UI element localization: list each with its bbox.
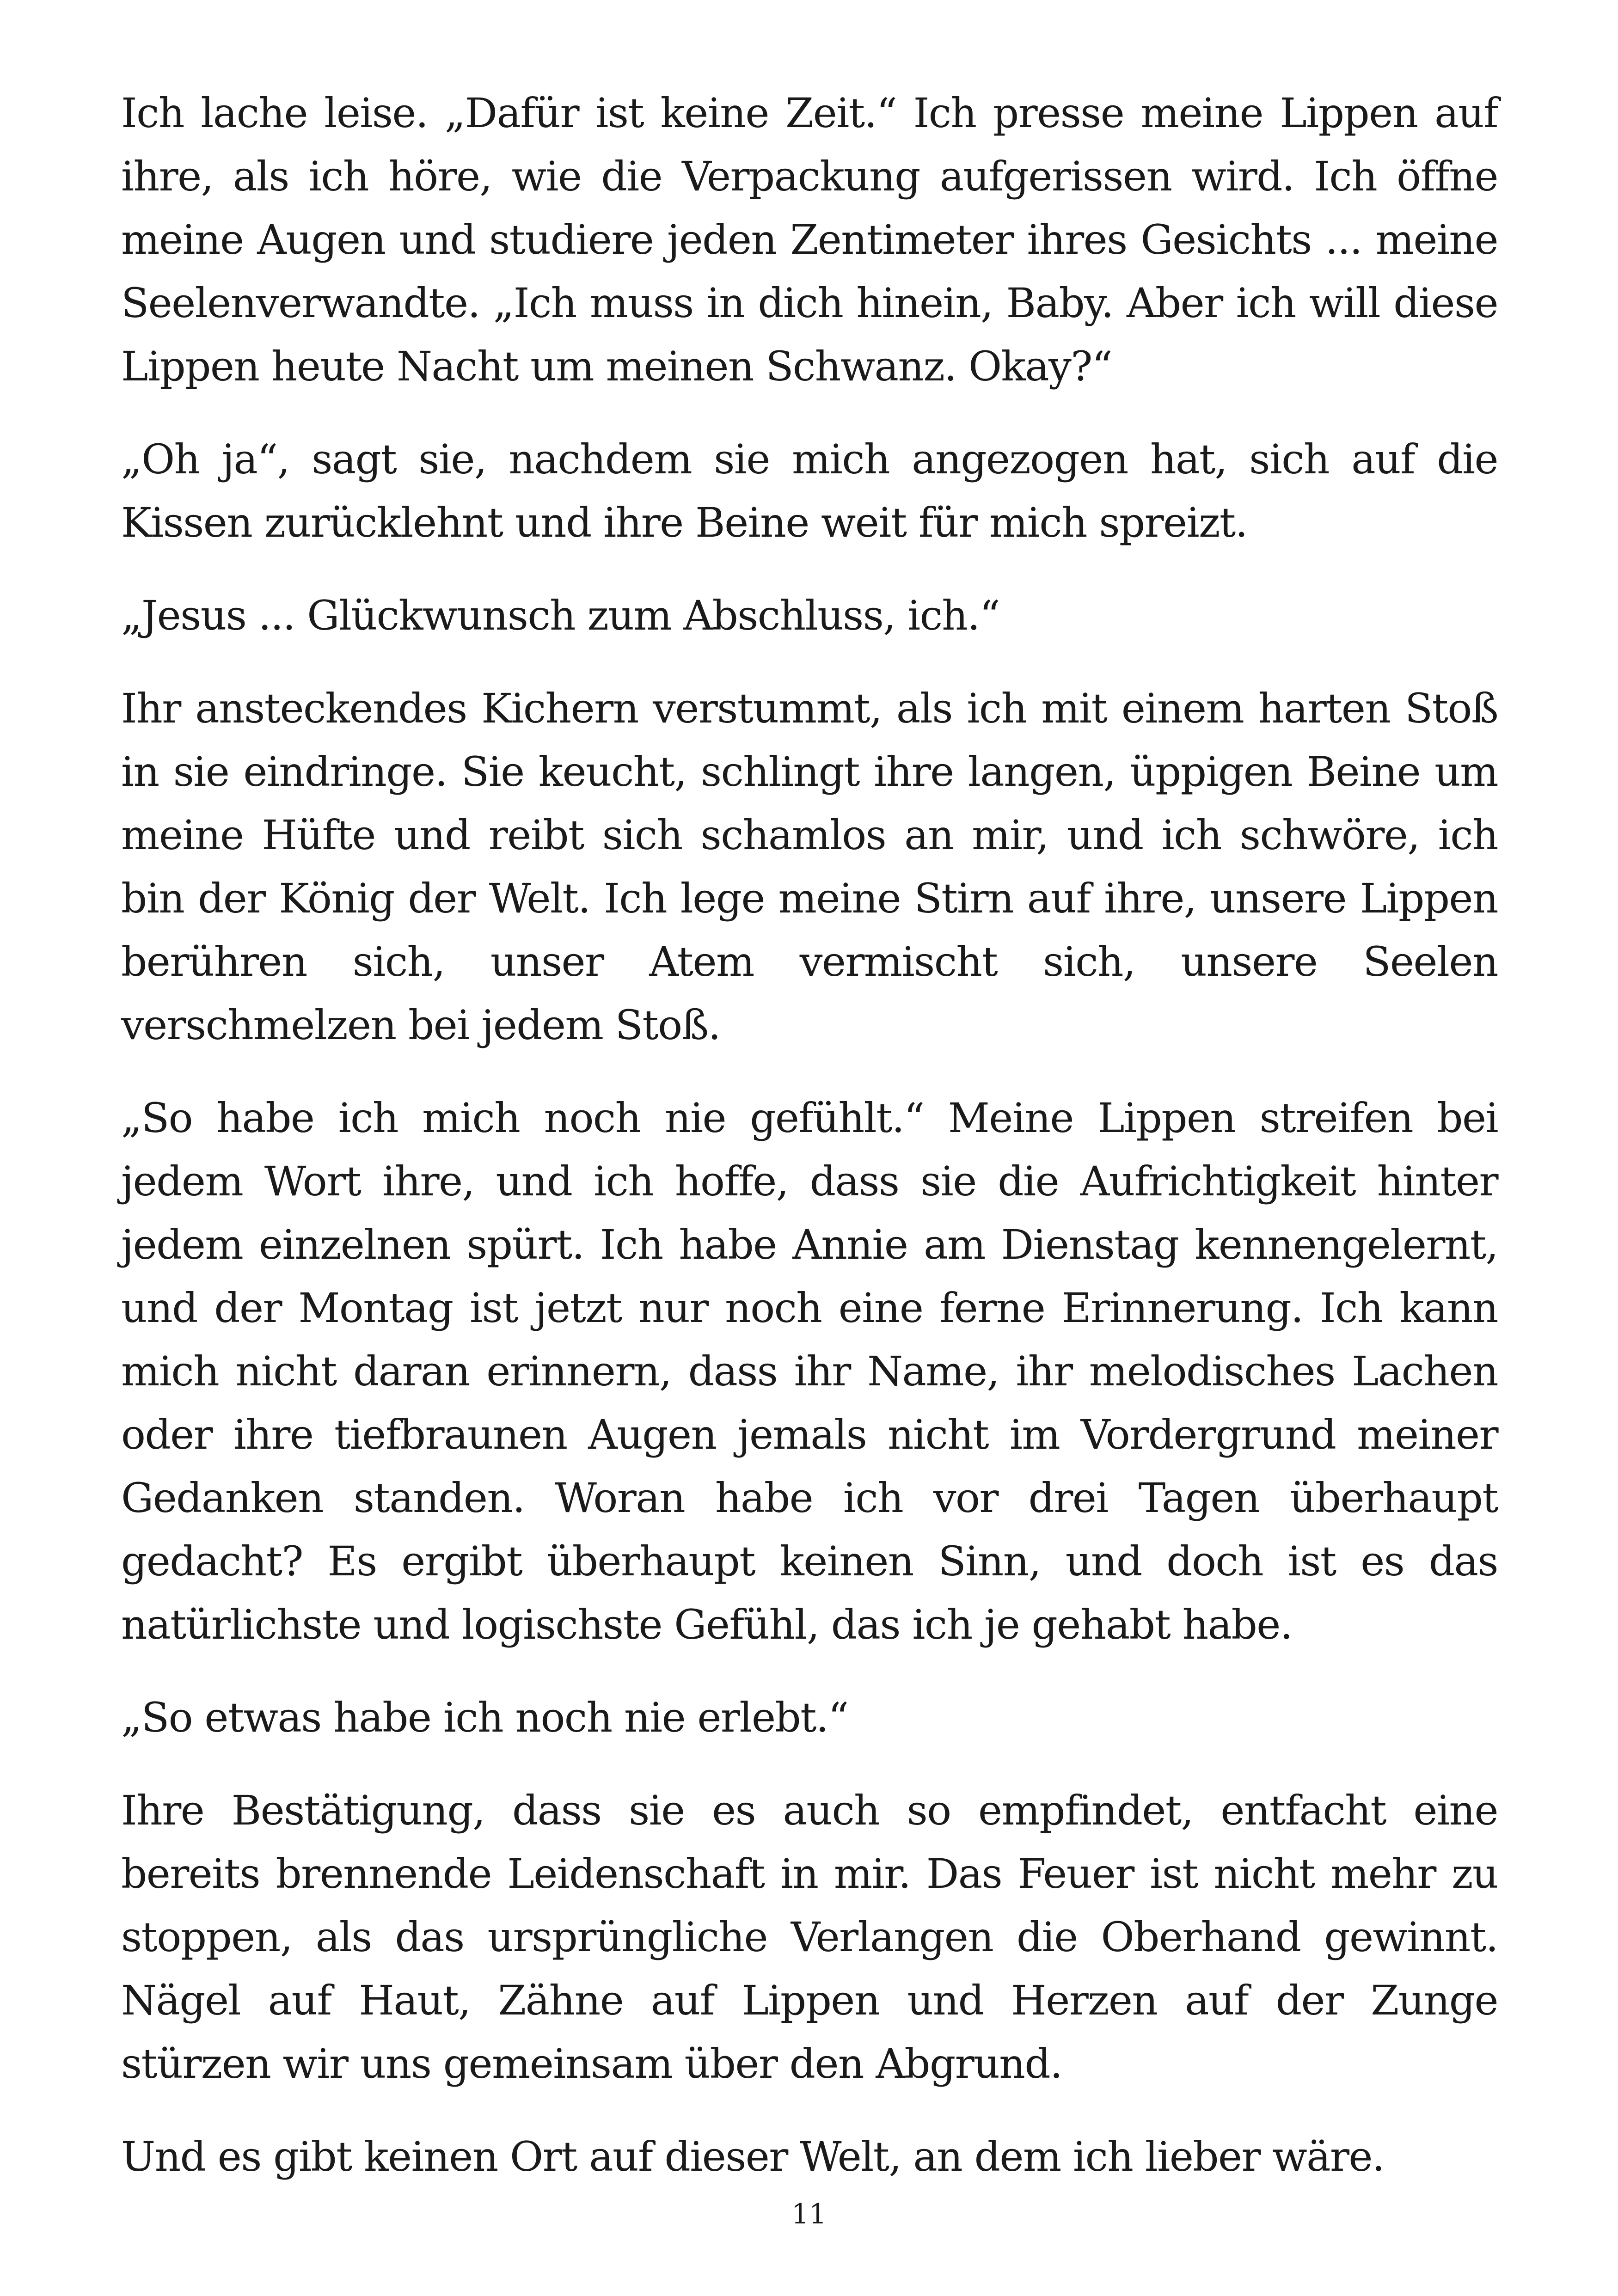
paragraph: Ihre Bestätigung, dass sie es auch so empfindet, entfacht eine bereits brennende Leidenschaft in mir. Das Feuer ist nicht mehr zu stoppen, als das ursprüngliche Verlangen die Oberhand gewinnt. Nägel auf Haut, Zähne auf Lippen und Herzen auf der Zunge stürzen wir uns gemeinsam über den Abgrund. bbox=[121, 1787, 1498, 2088]
paragraph: Und es gibt keinen Ort auf dieser Welt, an dem ich lieber wäre. bbox=[121, 2133, 1385, 2180]
paragraph: Ihr ansteckendes Kichern verstummt, als ich mit einem harten Stoß in sie eindringe. Sie keucht, schlingt ihre langen, üppigen Beine um meine Hüfte und reibt sich schamlos an mir, und ich schwöre, ich bin der König der Welt. Ich lege meine Stirn auf ihre, unsere Lippen berühren sich, unser Atem vermischt sich, unsere Seelen verschmelzen bei jedem Stoß. bbox=[121, 685, 1498, 1049]
paragraph: „Oh ja“, sagt sie, nachdem sie mich angezogen hat, sich auf die Kissen zurücklehnt und ihre Beine weit für mich spreizt. bbox=[121, 435, 1498, 546]
paragraph: „So habe ich mich noch nie gefühlt.“ Meine Lippen streifen bei jedem Wort ihre, und ich hoffe, dass sie die Aufrichtigkeit hinter jedem einzelnen spürt. Ich habe Annie am Dienstag kennengelernt, und der Montag ist jetzt nur noch eine ferne Erinnerung. Ich kann mich nicht daran erinnern, dass ihr Name, ihr melodisches Lachen oder ihre tiefbraunen Augen jemals nicht im Vordergrund meiner Gedanken standen. Woran habe ich vor drei Tagen überhaupt gedacht? Es ergibt überhaupt keinen Sinn, und doch ist es das natürlichste und logischste Gefühl, das ich je gehabt habe. bbox=[121, 1094, 1498, 1648]
page-number: 11 bbox=[791, 2198, 827, 2230]
paragraph: „So etwas habe ich noch nie erlebt.“ bbox=[121, 1694, 848, 1741]
paragraph: Ich lache leise. „Dafür ist keine Zeit.“ Ich presse meine Lippen auf ihre, als ich höre, wie die Verpackung aufgerissen wird. Ich öffne meine Augen und studiere jeden Zentimeter ihres Gesichts ... meine Seelenverwandte. „Ich muss in dich hinein, Baby. Aber ich will diese Lippen heute Nacht um meinen Schwanz. Okay?“ bbox=[121, 89, 1498, 390]
body-text bbox=[121, 81, 1498, 2218]
paragraph: „Jesus ... Glückwunsch zum Abschluss, ich.“ bbox=[121, 592, 1000, 639]
